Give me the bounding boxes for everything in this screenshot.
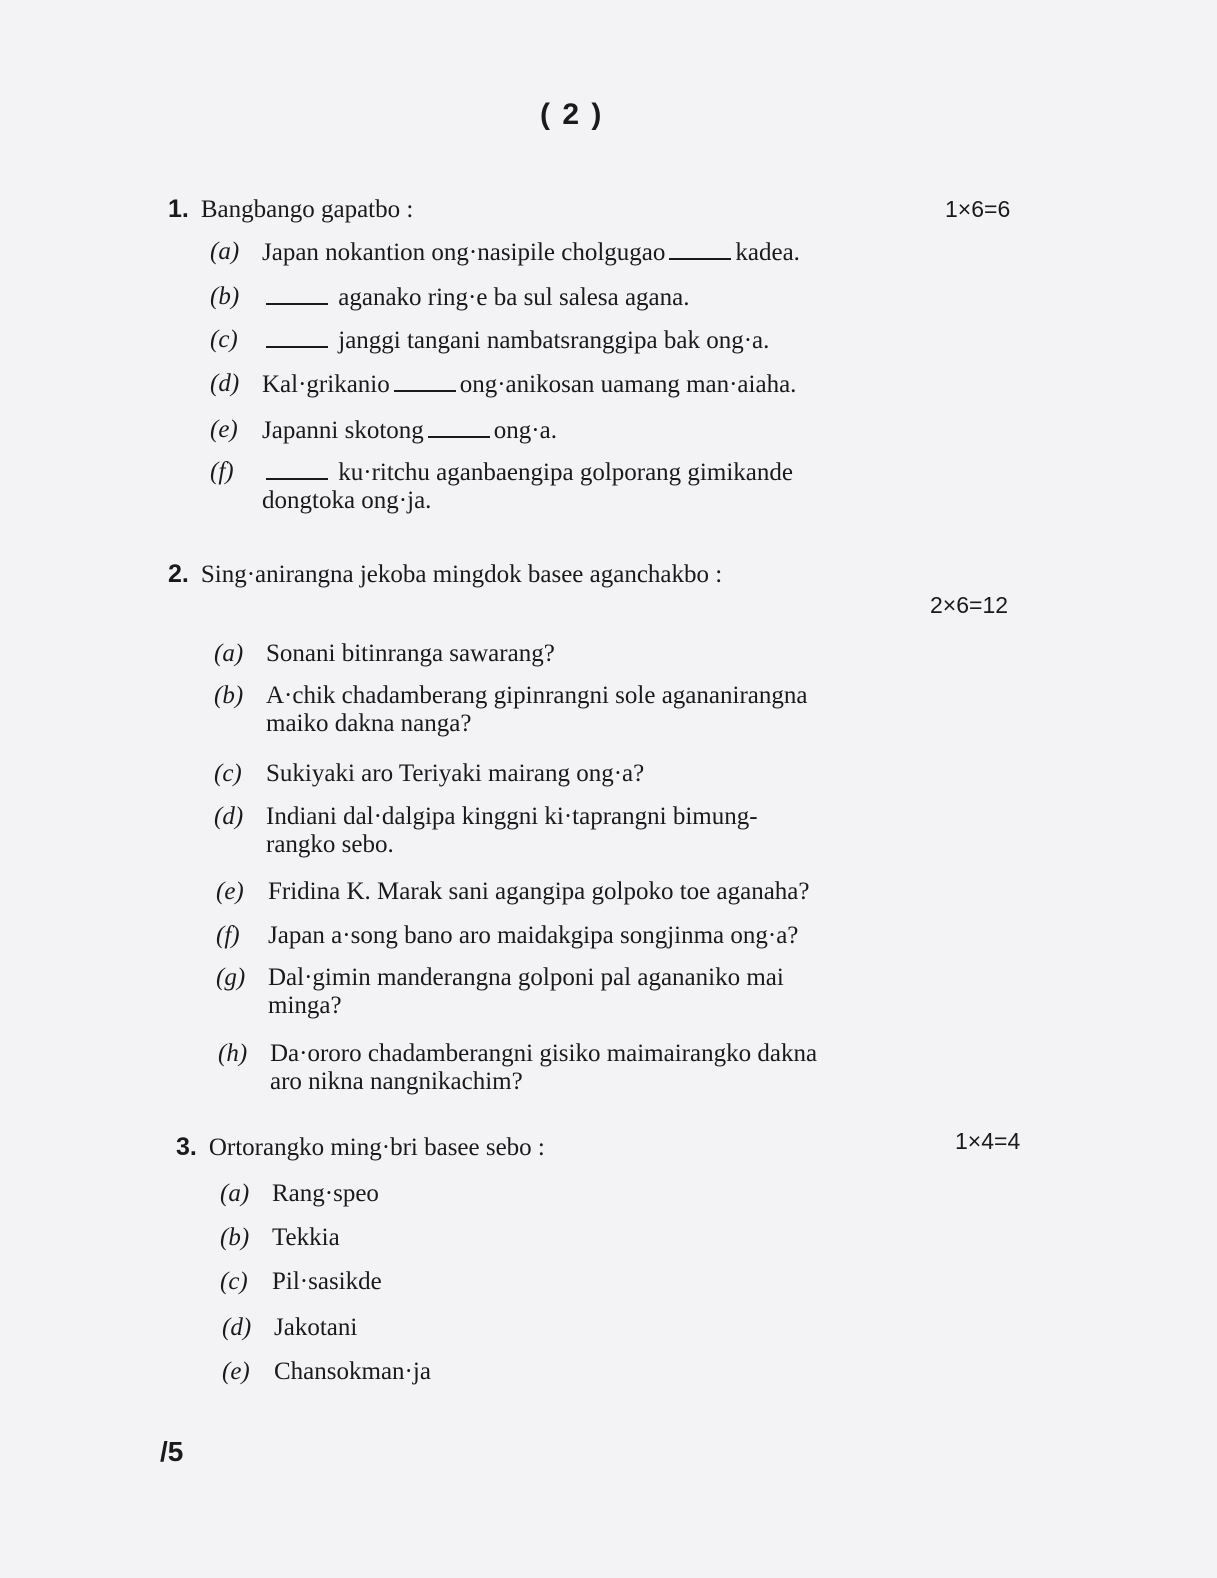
list-item (214, 640, 555, 668)
fill-blank (428, 416, 490, 438)
question-prompt: Ortorangko ming·bri basee sebo : (208, 1134, 545, 1161)
page-number: ( 2 ) (540, 98, 604, 131)
item-text: rangko sebo. (266, 831, 394, 858)
item-label: (d) (214, 803, 244, 830)
question-prompt: Bangbango gapatbo : (200, 196, 414, 223)
item-text: aganako ring·e ba sul salesa agana. (338, 284, 690, 311)
item-label: (g) (216, 964, 246, 991)
list-item (214, 803, 986, 859)
question-marks: 1×6=6 (945, 196, 1011, 222)
item-label: (h) (218, 1040, 248, 1067)
fill-blank (266, 326, 328, 348)
list-item (216, 922, 798, 950)
item-text: Pil·sasikde (272, 1268, 382, 1295)
question-prompt: Sing·anirangna jekoba mingdok basee aganchakbo : (200, 561, 723, 588)
list-item (210, 416, 557, 445)
item-text: A·chik chadamberang gipinrangni sole agananirangna (266, 682, 808, 709)
list-item (214, 760, 644, 788)
item-label: (e) (222, 1358, 250, 1385)
list-item (220, 1180, 379, 1208)
item-label: (f) (216, 922, 240, 949)
item-text: Indiani dal·dalgipa kinggni ki·taprangni bimung- (266, 803, 758, 830)
question-marks: 1×4=4 (955, 1128, 1021, 1154)
list-item (222, 1358, 431, 1386)
item-text: Sukiyaki aro Teriyaki mairang ong·a? (266, 760, 645, 787)
list-item (210, 370, 796, 399)
list-item (216, 964, 988, 1020)
item-text: Fridina K. Marak sani agangipa golpoko toe aganaha? (268, 878, 810, 905)
list-item (210, 238, 800, 267)
item-text: Sonani bitinranga sawarang? (266, 640, 555, 667)
item-label: (b) (214, 682, 244, 709)
item-label: (c) (220, 1268, 248, 1295)
item-label: (b) (220, 1224, 250, 1251)
item-label: (a) (220, 1180, 250, 1207)
item-text: Japanni skotong (262, 417, 424, 444)
item-text: Da·ororo chadamberangni gisiko maimairangko dakna (270, 1040, 818, 1067)
item-text: Tekkia (272, 1224, 340, 1251)
item-text: Japan nokantion ong·nasipile cholgugao (262, 239, 666, 266)
item-label: (a) (214, 640, 244, 667)
fill-blank (669, 238, 731, 260)
list-item (220, 1224, 340, 1252)
list-item (216, 878, 810, 906)
item-text: janggi tangani nambatsranggipa bak ong·a. (338, 327, 770, 354)
list-item (214, 682, 986, 738)
item-label: (b) (210, 283, 240, 310)
question-number: 1. (168, 195, 189, 223)
item-label: (d) (222, 1314, 252, 1341)
question-number: 3. (176, 1133, 197, 1161)
item-text: ong·anikosan uamang man·aiaha. (459, 371, 797, 398)
item-label: (e) (210, 416, 238, 443)
list-item (210, 458, 793, 515)
fill-blank (266, 458, 328, 480)
item-text: maiko dakna nanga? (266, 710, 472, 737)
item-label: (f) (210, 458, 234, 485)
list-item (220, 1268, 382, 1296)
item-text: Jakotani (274, 1314, 358, 1341)
item-label: (c) (214, 760, 242, 787)
item-text: Dal·gimin manderangna golponi pal agananiko mai (268, 964, 784, 991)
item-text: ong·a. (493, 417, 557, 444)
item-text: minga? (268, 992, 342, 1019)
fill-blank (266, 283, 328, 305)
item-text: ku·ritchu aganbaengipa golporang gimikande (338, 459, 793, 486)
item-text: Rang·speo (272, 1180, 379, 1207)
fill-blank (394, 370, 456, 392)
question-2-heading (168, 560, 722, 589)
item-text: dongtoka ong·ja. (262, 487, 432, 514)
question-3-heading (176, 1133, 545, 1162)
item-text: Japan a·song bano aro maidakgipa songjinma ong·a? (268, 922, 799, 949)
list-item (218, 1040, 817, 1096)
footer-code: /5 (160, 1436, 184, 1467)
item-text: Chansokman·ja (274, 1358, 431, 1385)
item-text: Kal·grikanio (262, 371, 390, 398)
question-number: 2. (168, 560, 189, 588)
item-text: kadea. (735, 239, 800, 266)
list-item (210, 283, 689, 312)
question-1-heading (168, 195, 413, 224)
item-label: (a) (210, 238, 240, 265)
list-item (210, 326, 769, 355)
question-marks: 2×6=12 (930, 592, 1009, 618)
item-label: (e) (216, 878, 244, 905)
item-text: aro nikna nangnikachim? (270, 1068, 523, 1095)
item-label: (c) (210, 326, 238, 353)
item-label: (d) (210, 370, 240, 397)
list-item (222, 1314, 357, 1342)
